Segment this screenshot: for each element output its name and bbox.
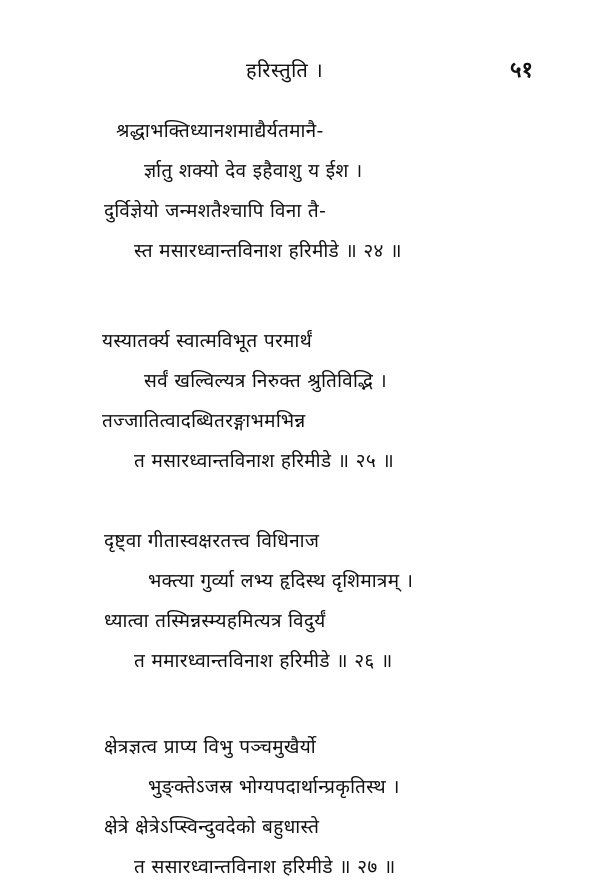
verse-line: भुङ्क्तेऽजस्र भोग्यपदार्थान्प्रकृतिस्थ ।: [148, 776, 400, 798]
verse-line: तज्जातित्वादब्धितरङ्गाभमभिन्न: [102, 410, 306, 432]
verse-line: क्षेत्रज्ञत्व प्राप्य विभु पञ्चमुखैर्यो: [104, 736, 316, 758]
verse-line: सर्वं खल्विल्यत्र निरुक्त श्रुतिविद्भि ।: [144, 370, 387, 392]
verse-line: ध्यात्वा तस्मिन्नस्म्यहमित्यत्र विदुर्यं: [104, 610, 326, 632]
verse-line: र्ज्ञातु शक्यो देव इहैवाशु य ईश ।: [144, 160, 363, 182]
verse-line: दृष्ट्वा गीतास्वक्षरतत्त्व विधिनाज: [104, 530, 320, 552]
running-title: हरिस्तुति ।: [246, 58, 324, 82]
verse-line: स्त मसारध्वान्तविनाश हरिमीडे ॥ २४ ॥: [134, 240, 402, 262]
verse-line: क्षेत्रे क्षेत्रेऽप्स्विन्दुवदेको बहुधास्ते: [104, 816, 320, 838]
verse-line: दुर्विज्ञेयो जन्मशतैश्चापि विना तै-: [104, 200, 327, 222]
verse-line: यस्यातर्क्य स्वात्मविभूत परमार्थं: [102, 330, 313, 352]
verse-line: श्रद्धाभक्तिध्यानशमाद्यैर्यतमानै-: [116, 120, 324, 142]
verse-line: त ममारध्वान्तविनाश हरिमीडे ॥ २६ ॥: [134, 650, 393, 672]
page-header: [0, 56, 600, 86]
verse-line: त ससारध्वान्तविनाश हरिमीडे ॥ २७ ॥: [134, 856, 396, 878]
verse-line: त मसारध्वान्तविनाश हरिमीडे ॥ २५ ॥: [134, 450, 395, 472]
page-number: ५१: [510, 58, 533, 83]
verse-line: भक्त्या गुर्व्या लभ्य हृदिस्थ दृशिमात्रम् ।: [148, 570, 414, 592]
